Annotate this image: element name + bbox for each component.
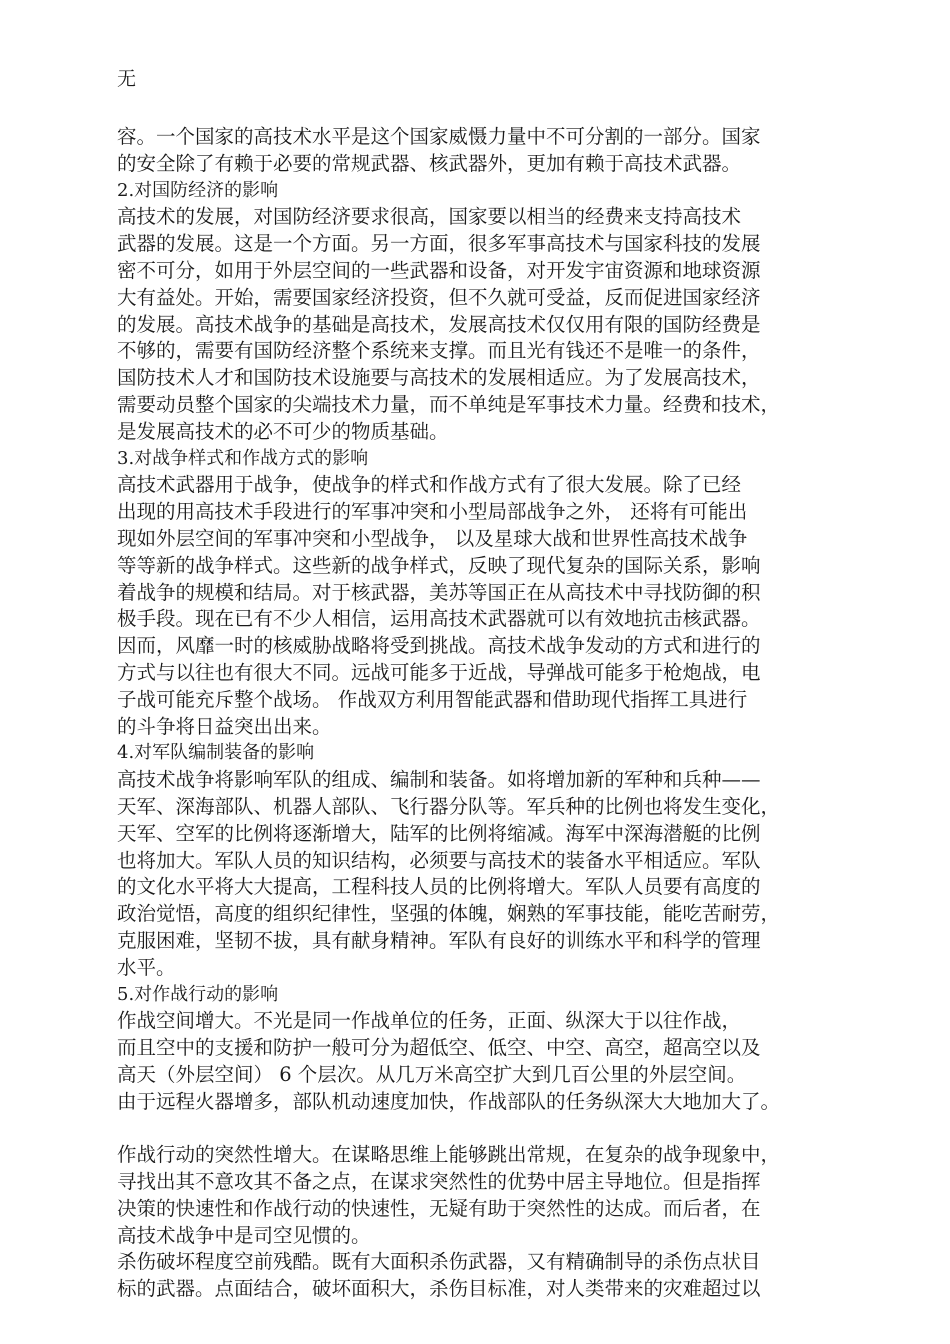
paragraph (117, 472, 842, 740)
text-line: 不够的，需要有国防经济整个系统来支撑。而且光有钱还不是唯一的条件， (117, 339, 761, 363)
text-line: 由于远程火器增多，部队机动速度加快，作战部队的任务纵深大大地加大了。 (117, 1089, 781, 1113)
text-line: 杀伤破坏程度空前残酷。既有大面积杀伤武器，又有精确制导的杀伤点状目 (117, 1250, 761, 1274)
section-heading (117, 446, 842, 473)
document-body (117, 124, 842, 1303)
paragraph-gap (117, 1115, 842, 1142)
paragraph (117, 124, 842, 178)
text-line: 的文化水平将大大提高，工程科技人员的比例将增大。军队人员要有高度的 (117, 875, 761, 899)
text-line: 标的武器。点面结合，破坏面积大，杀伤目标准，对人类带来的灾难超过以 (117, 1277, 761, 1301)
text-line: 国防技术人才和国防技术设施要与高技术的发展相适应。为了发展高技术， (117, 366, 761, 390)
text-line: 高技术武器用于战争，使战争的样式和作战方式有了很大发展。除了已经 (117, 473, 742, 497)
text-line: 高天（外层空间） 6 个层次。从几万米高空扩大到几百公里的外层空间。 (117, 1062, 747, 1086)
text-line: 武器的发展。这是一个方面。另一方面，很多军事高技术与国家科技的发展 (117, 232, 761, 256)
text-line: 因而，风靡一时的核威胁战略将受到挑战。高技术战争发动的方式和进行的 (117, 634, 761, 658)
text-line: 作战空间增大。不光是同一作战单位的任务，正面、纵深大于以往作战， (117, 1009, 742, 1033)
text-line: 寻找出其不意攻其不备之点，在谋求突然性的优势中居主导地位。但是指挥 (117, 1170, 761, 1194)
text-line: 天军、空军的比例将逐渐增大，陆军的比例将缩减。海军中深海潜艇的比例 (117, 821, 761, 845)
paragraph (117, 1249, 842, 1303)
text-line: 决策的快速性和作战行动的快速性，无疑有助于突然性的达成。而后者，在 (117, 1196, 761, 1220)
text-line: 容。一个国家的高技术水平是这个国家威慑力量中不可分割的一部分。国家 (117, 125, 761, 148)
paragraph (117, 767, 842, 981)
text-line: 现如外层空间的军事冲突和小型战争， 以及星球大战和世界性高技术战争 (117, 526, 748, 550)
paragraph (117, 1008, 842, 1115)
section-heading (117, 740, 842, 767)
text-line: 高技术战争将影响军队的组成、编制和装备。如将增加新的军种和兵种—— (117, 768, 761, 792)
text-line: 出现的用高技术手段进行的军事冲突和小型局部战争之外， 还将有可能出 (117, 500, 748, 524)
text-line: 高技术战争中是司空见惯的。 (117, 1223, 371, 1247)
text-line: 高技术的发展，对国防经济要求很高，国家要以相当的经费来支持高技术 (117, 205, 742, 229)
text-line: 密不可分，如用于外层空间的一些武器和设备，对开发宇宙资源和地球资源 (117, 258, 761, 282)
text-line: 着战争的规模和结局。对于核武器，美苏等国正在从高技术中寻找防御的积 (117, 580, 761, 604)
paragraph (117, 1142, 842, 1249)
text-line: 的斗争将日益突出出来。 (117, 714, 332, 738)
text-line: 需要动员整个国家的尖端技术力量，而不单纯是军事技术力量。经费和技术， (117, 392, 781, 416)
heading-text: 2.对国防经济的影响 (117, 179, 279, 201)
text-line: 克服困难，坚韧不拔，具有献身精神。军队有良好的训练水平和科学的管理 (117, 928, 761, 952)
text-line: 极手段。现在已有不少人相信，运用高技术武器就可以有效地抗击核武器。 (117, 607, 761, 631)
text-line: 的安全除了有赖于必要的常规武器、核武器外，更加有赖于高技术武器。 (117, 151, 742, 175)
heading-text: 3.对战争样式和作战方式的影响 (117, 447, 369, 469)
text-line: 的发展。高技术战争的基础是高技术，发展高技术仅仅用有限的国防经费是 (117, 312, 761, 336)
paragraph (117, 204, 842, 445)
text-line: 天军、深海部队、机器人部队、飞行器分队等。军兵种的比例也将发生变化， (117, 794, 781, 818)
text-line: 大有益处。开始，需要国家经济投资，但不久就可受益，反而促进国家经济 (117, 285, 761, 309)
text-line: 也将加大。军队人员的知识结构，必须要与高技术的装备水平相适应。军队 (117, 848, 761, 872)
text-line: 是发展高技术的必不可少的物质基础。 (117, 419, 449, 443)
text-line: 方式与以往也有很大不同。远战可能多于近战，导弹战可能多于枪炮战，电 (117, 660, 761, 684)
section-heading (117, 982, 842, 1009)
heading-text: 4.对军队编制装备的影响 (117, 742, 315, 764)
text-line: 子战可能充斥整个战场。 作战双方利用智能武器和借助现代指挥工具进行 (117, 687, 748, 711)
heading-text: 5.对作战行动的影响 (117, 983, 279, 1005)
text-line: 水平。 (117, 955, 176, 979)
section-heading (117, 178, 842, 205)
text-line: 而且空中的支援和防护一般可分为超低空、低空、中空、高空，超高空以及 (117, 1036, 761, 1060)
text-line: 作战行动的突然性增大。在谋略思维上能够跳出常规，在复杂的战争现象中， (117, 1143, 781, 1167)
page-header: 无 (117, 68, 137, 90)
text-line: 等等新的战争样式。这些新的战争样式，反映了现代复杂的国际关系，影响 (117, 553, 761, 577)
text-line: 政治觉悟，高度的组织纪律性，坚强的体魄，娴熟的军事技能，能吃苦耐劳， (117, 902, 781, 926)
